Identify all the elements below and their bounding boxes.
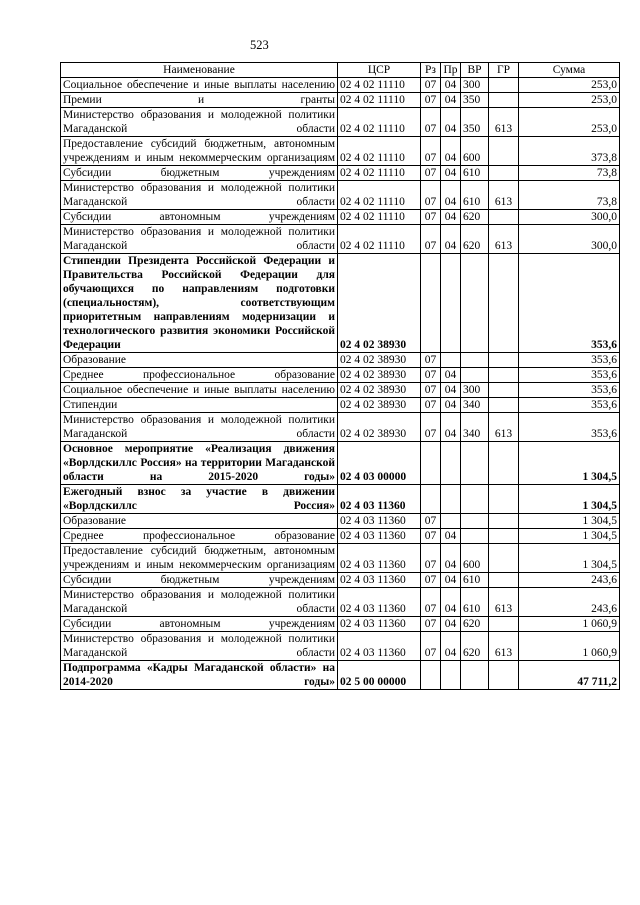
table-row <box>61 544 620 573</box>
header-sum: Сумма <box>519 63 620 78</box>
row-vr <box>461 353 489 368</box>
row-rz <box>421 254 441 353</box>
table-row <box>61 181 620 210</box>
table-row <box>61 254 620 353</box>
row-csr: 02 4 02 38930 <box>338 413 421 442</box>
header-rz: Рз <box>421 63 441 78</box>
row-sum: 300,0 <box>519 210 620 225</box>
row-name: Субсидии бюджетным учреждениям <box>61 166 338 181</box>
table-row <box>61 588 620 617</box>
row-csr: 02 4 02 11110 <box>338 137 421 166</box>
row-pr: 04 <box>441 413 461 442</box>
row-sum: 353,6 <box>519 413 620 442</box>
row-rz <box>421 485 441 514</box>
row-name: Министерство образования и молодежной политики Магаданской области <box>61 225 338 254</box>
row-name: Министерство образования и молодежной политики Магаданской области <box>61 181 338 210</box>
row-name: Премии и гранты <box>61 93 338 108</box>
row-rz: 07 <box>421 632 441 661</box>
table-row <box>61 78 620 93</box>
row-name: Подпрограмма «Кадры Магаданской области» на 2014-2020 годы» <box>61 661 338 690</box>
table-row <box>61 225 620 254</box>
table-row <box>61 368 620 383</box>
row-name: Предоставление субсидий бюджетным, автономным учреждениям и иным некоммерческим организациям <box>61 137 338 166</box>
row-pr: 04 <box>441 529 461 544</box>
row-pr <box>441 442 461 485</box>
row-rz: 07 <box>421 544 441 573</box>
row-pr <box>441 661 461 690</box>
row-rz: 07 <box>421 210 441 225</box>
row-sum: 243,6 <box>519 588 620 617</box>
row-name: Основное мероприятие «Реализация движения «Ворлдскиллс Россия» на территории Магаданской области на 2015-2020 годы» <box>61 442 338 485</box>
row-gr <box>489 368 519 383</box>
row-csr: 02 4 02 38930 <box>338 353 421 368</box>
row-vr: 620 <box>461 225 489 254</box>
table-row <box>61 514 620 529</box>
row-gr <box>489 78 519 93</box>
row-sum: 253,0 <box>519 93 620 108</box>
row-sum: 47 711,2 <box>519 661 620 690</box>
row-gr <box>489 661 519 690</box>
row-gr <box>489 93 519 108</box>
row-vr <box>461 529 489 544</box>
row-sum: 353,6 <box>519 398 620 413</box>
row-csr: 02 4 02 11110 <box>338 93 421 108</box>
row-name: Субсидии автономным учреждениям <box>61 617 338 632</box>
row-vr <box>461 514 489 529</box>
header-name: Наименование <box>61 63 338 78</box>
row-name: Социальное обеспечение и иные выплаты населению <box>61 78 338 93</box>
row-name: Среднее профессиональное образование <box>61 368 338 383</box>
row-pr: 04 <box>441 166 461 181</box>
row-gr <box>489 573 519 588</box>
row-gr <box>489 254 519 353</box>
row-sum: 1 060,9 <box>519 617 620 632</box>
row-pr: 04 <box>441 398 461 413</box>
row-pr: 04 <box>441 573 461 588</box>
table-row <box>61 210 620 225</box>
header-vr: ВР <box>461 63 489 78</box>
row-name: Среднее профессиональное образование <box>61 529 338 544</box>
row-sum: 1 304,5 <box>519 485 620 514</box>
row-csr: 02 4 02 11110 <box>338 108 421 137</box>
row-sum: 1 304,5 <box>519 529 620 544</box>
row-sum: 1 304,5 <box>519 544 620 573</box>
row-rz: 07 <box>421 93 441 108</box>
row-csr: 02 4 03 11360 <box>338 617 421 632</box>
row-sum: 373,8 <box>519 137 620 166</box>
table-row <box>61 485 620 514</box>
table-row <box>61 529 620 544</box>
row-name: Образование <box>61 514 338 529</box>
row-gr: 613 <box>489 632 519 661</box>
row-pr: 04 <box>441 544 461 573</box>
row-sum: 243,6 <box>519 573 620 588</box>
row-csr: 02 4 02 11110 <box>338 225 421 254</box>
row-csr: 02 4 03 11360 <box>338 514 421 529</box>
row-vr: 610 <box>461 166 489 181</box>
row-rz <box>421 442 441 485</box>
row-pr <box>441 353 461 368</box>
row-vr: 610 <box>461 588 489 617</box>
row-name: Министерство образования и молодежной политики Магаданской области <box>61 632 338 661</box>
row-name: Социальное обеспечение и иные выплаты населению <box>61 383 338 398</box>
row-vr: 610 <box>461 573 489 588</box>
row-rz: 07 <box>421 383 441 398</box>
row-name: Министерство образования и молодежной политики Магаданской области <box>61 108 338 137</box>
row-vr: 340 <box>461 413 489 442</box>
row-gr <box>489 383 519 398</box>
row-csr: 02 4 02 38930 <box>338 383 421 398</box>
row-rz: 07 <box>421 353 441 368</box>
row-rz: 07 <box>421 573 441 588</box>
row-gr <box>489 137 519 166</box>
table-row <box>61 108 620 137</box>
row-gr <box>489 210 519 225</box>
table-row <box>61 137 620 166</box>
row-csr: 02 4 03 11360 <box>338 632 421 661</box>
row-sum: 1 060,9 <box>519 632 620 661</box>
row-pr: 04 <box>441 181 461 210</box>
row-gr <box>489 398 519 413</box>
row-rz: 07 <box>421 225 441 254</box>
row-pr: 04 <box>441 632 461 661</box>
row-pr: 04 <box>441 108 461 137</box>
row-rz: 07 <box>421 166 441 181</box>
row-vr: 610 <box>461 181 489 210</box>
row-sum: 353,6 <box>519 254 620 353</box>
row-csr: 02 4 03 00000 <box>338 442 421 485</box>
row-rz: 07 <box>421 413 441 442</box>
row-csr: 02 4 03 11360 <box>338 529 421 544</box>
header-pr: Пр <box>441 63 461 78</box>
row-pr: 04 <box>441 368 461 383</box>
table-row <box>61 413 620 442</box>
row-vr <box>461 368 489 383</box>
row-csr: 02 4 02 38930 <box>338 398 421 413</box>
table-row <box>61 442 620 485</box>
row-vr <box>461 661 489 690</box>
row-name: Стипендии Президента Российской Федерации и Правительства Российской Федерации для обучающихся по направлениям подготовки (специальностям), соответствующим приоритетным направлениям модернизации и технологического развития экономики Российской Федерации <box>61 254 338 353</box>
row-vr: 300 <box>461 78 489 93</box>
row-csr: 02 4 02 11110 <box>338 210 421 225</box>
row-csr: 02 4 02 11110 <box>338 166 421 181</box>
table-row <box>61 383 620 398</box>
row-csr: 02 4 03 11360 <box>338 573 421 588</box>
row-name: Образование <box>61 353 338 368</box>
table-row <box>61 93 620 108</box>
row-rz: 07 <box>421 529 441 544</box>
row-csr: 02 4 03 11360 <box>338 588 421 617</box>
row-name: Субсидии автономным учреждениям <box>61 210 338 225</box>
page-number: 523 <box>250 38 269 52</box>
row-sum: 353,6 <box>519 353 620 368</box>
row-gr: 613 <box>489 413 519 442</box>
row-csr: 02 4 02 11110 <box>338 181 421 210</box>
row-rz: 07 <box>421 181 441 210</box>
row-sum: 253,0 <box>519 108 620 137</box>
row-gr <box>489 544 519 573</box>
row-vr <box>461 485 489 514</box>
row-vr: 350 <box>461 108 489 137</box>
row-vr: 620 <box>461 617 489 632</box>
table-header-row <box>61 63 620 78</box>
header-gr: ГР <box>489 63 519 78</box>
row-sum: 1 304,5 <box>519 514 620 529</box>
row-gr <box>489 529 519 544</box>
row-sum: 73,8 <box>519 166 620 181</box>
table-row <box>61 632 620 661</box>
row-name: Субсидии бюджетным учреждениям <box>61 573 338 588</box>
row-name: Министерство образования и молодежной политики Магаданской области <box>61 588 338 617</box>
row-rz: 07 <box>421 588 441 617</box>
row-sum: 300,0 <box>519 225 620 254</box>
row-gr: 613 <box>489 225 519 254</box>
table-row <box>61 661 620 690</box>
row-gr: 613 <box>489 181 519 210</box>
row-rz: 07 <box>421 398 441 413</box>
row-pr: 04 <box>441 137 461 166</box>
row-pr <box>441 485 461 514</box>
row-pr: 04 <box>441 210 461 225</box>
table-row <box>61 353 620 368</box>
row-pr <box>441 254 461 353</box>
row-rz: 07 <box>421 78 441 93</box>
table-row <box>61 617 620 632</box>
row-csr: 02 4 03 11360 <box>338 544 421 573</box>
row-rz: 07 <box>421 514 441 529</box>
row-pr: 04 <box>441 225 461 254</box>
row-pr: 04 <box>441 617 461 632</box>
row-sum: 253,0 <box>519 78 620 93</box>
row-vr: 620 <box>461 210 489 225</box>
row-vr: 340 <box>461 398 489 413</box>
row-pr: 04 <box>441 78 461 93</box>
row-rz: 07 <box>421 137 441 166</box>
row-vr: 300 <box>461 383 489 398</box>
row-vr: 600 <box>461 137 489 166</box>
row-gr <box>489 617 519 632</box>
row-gr <box>489 485 519 514</box>
row-sum: 353,6 <box>519 368 620 383</box>
row-sum: 73,8 <box>519 181 620 210</box>
row-gr <box>489 514 519 529</box>
row-rz <box>421 661 441 690</box>
row-csr: 02 4 02 38930 <box>338 368 421 383</box>
row-name: Предоставление субсидий бюджетным, автономным учреждениям и иным некоммерческим организациям <box>61 544 338 573</box>
row-pr: 04 <box>441 383 461 398</box>
row-name: Ежегодный взнос за участие в движении «Ворлдскиллс Россия» <box>61 485 338 514</box>
table-row <box>61 398 620 413</box>
row-name: Министерство образования и молодежной политики Магаданской области <box>61 413 338 442</box>
row-csr: 02 4 02 11110 <box>338 78 421 93</box>
header-csr: ЦСР <box>338 63 421 78</box>
table-row <box>61 166 620 181</box>
row-sum: 1 304,5 <box>519 442 620 485</box>
row-vr: 350 <box>461 93 489 108</box>
row-pr: 04 <box>441 588 461 617</box>
row-gr <box>489 166 519 181</box>
row-csr: 02 4 02 38930 <box>338 254 421 353</box>
row-vr <box>461 254 489 353</box>
budget-table <box>60 62 620 690</box>
row-vr: 620 <box>461 632 489 661</box>
row-csr: 02 4 03 11360 <box>338 485 421 514</box>
row-vr: 600 <box>461 544 489 573</box>
row-gr: 613 <box>489 108 519 137</box>
row-rz: 07 <box>421 108 441 137</box>
row-name: Стипендии <box>61 398 338 413</box>
row-rz: 07 <box>421 368 441 383</box>
table-row <box>61 573 620 588</box>
row-gr <box>489 353 519 368</box>
row-gr <box>489 442 519 485</box>
row-vr <box>461 442 489 485</box>
row-gr: 613 <box>489 588 519 617</box>
row-csr: 02 5 00 00000 <box>338 661 421 690</box>
row-rz: 07 <box>421 617 441 632</box>
row-sum: 353,6 <box>519 383 620 398</box>
row-pr: 04 <box>441 93 461 108</box>
row-pr <box>441 514 461 529</box>
